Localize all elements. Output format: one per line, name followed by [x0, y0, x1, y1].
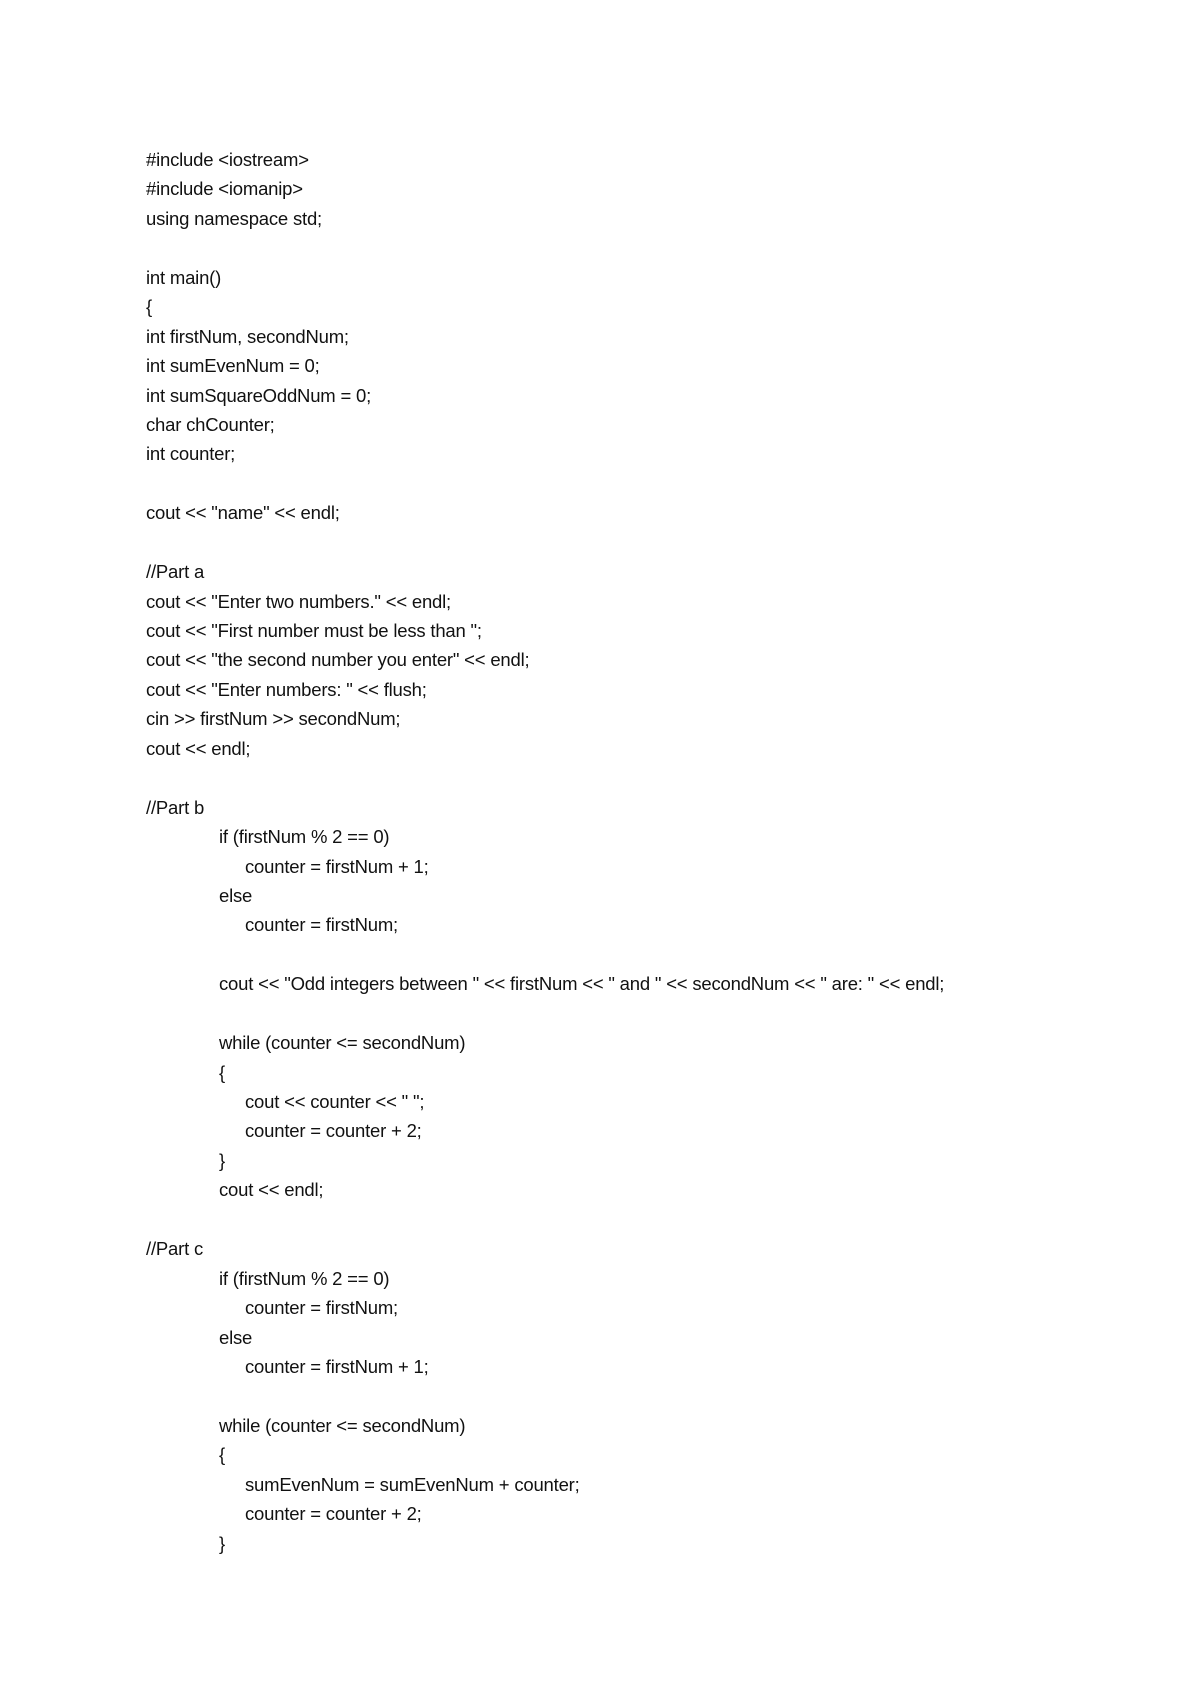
- code-line: }: [219, 1149, 225, 1171]
- code-line: char chCounter;: [146, 413, 275, 435]
- code-line: #include <iomanip>: [146, 178, 303, 200]
- blank-line: [146, 1381, 1146, 1410]
- code-line: using namespace std;: [146, 207, 322, 229]
- blank-line: [146, 763, 1146, 792]
- blank-line: [146, 528, 1146, 557]
- code-line: cout << "the second number you enter" << endl;: [146, 649, 530, 671]
- comment-line: //Part a: [146, 561, 205, 583]
- code-line: cout << "name" << endl;: [146, 502, 340, 524]
- blank-line: [146, 999, 1146, 1028]
- code-line: cout << endl;: [219, 1179, 324, 1201]
- code-line: int firstNum, secondNum;: [146, 325, 349, 347]
- blank-line: [146, 233, 1146, 262]
- blank-line: [146, 1205, 1146, 1234]
- code-line: counter = firstNum;: [245, 914, 398, 936]
- code-line: cout << "First number must be less than ";: [146, 620, 482, 641]
- code-line: while (counter <= secondNum): [219, 1032, 466, 1054]
- code-line: cout << "Odd integers between " << firstNum << " and " << secondNum << " are: " << endl;: [219, 973, 945, 995]
- code-line: int sumEvenNum = 0;: [146, 355, 320, 377]
- code-line: counter = firstNum + 1;: [245, 1355, 429, 1377]
- code-line: int counter;: [146, 443, 236, 465]
- code-line: }: [219, 1532, 225, 1554]
- code-line: cout << "Enter numbers: " << flush;: [146, 678, 427, 700]
- code-line: while (counter <= secondNum): [219, 1414, 466, 1436]
- code-line: {: [219, 1061, 225, 1083]
- blank-line: [146, 940, 1146, 969]
- code-line: counter = firstNum;: [245, 1297, 398, 1319]
- code-line: counter = counter + 2;: [245, 1120, 422, 1142]
- code-line: int main(): [146, 266, 222, 288]
- code-line: counter = counter + 2;: [245, 1503, 422, 1525]
- code-line: else: [219, 884, 253, 906]
- blank-line: [146, 469, 1146, 498]
- code-line: #include <iostream>: [146, 149, 309, 170]
- code-line: if (firstNum % 2 == 0): [219, 1267, 390, 1289]
- code-line: cout << "Enter two numbers." << endl;: [146, 590, 451, 612]
- code-line: if (firstNum % 2 == 0): [219, 826, 390, 848]
- code-line: cin >> firstNum >> secondNum;: [146, 708, 401, 730]
- comment-line: //Part c: [146, 1238, 203, 1260]
- code-line: int sumSquareOddNum = 0;: [146, 384, 372, 406]
- comment-line: //Part b: [146, 796, 205, 818]
- code-line: sumEvenNum = sumEvenNum + counter;: [245, 1473, 580, 1495]
- code-line: cout << endl;: [146, 737, 251, 759]
- code-line: {: [219, 1444, 225, 1466]
- code-listing: [146, 145, 1146, 1558]
- code-line: cout << counter << " ";: [245, 1091, 425, 1112]
- code-line: counter = firstNum + 1;: [245, 855, 429, 877]
- code-line: else: [219, 1326, 253, 1348]
- code-line: {: [146, 296, 152, 318]
